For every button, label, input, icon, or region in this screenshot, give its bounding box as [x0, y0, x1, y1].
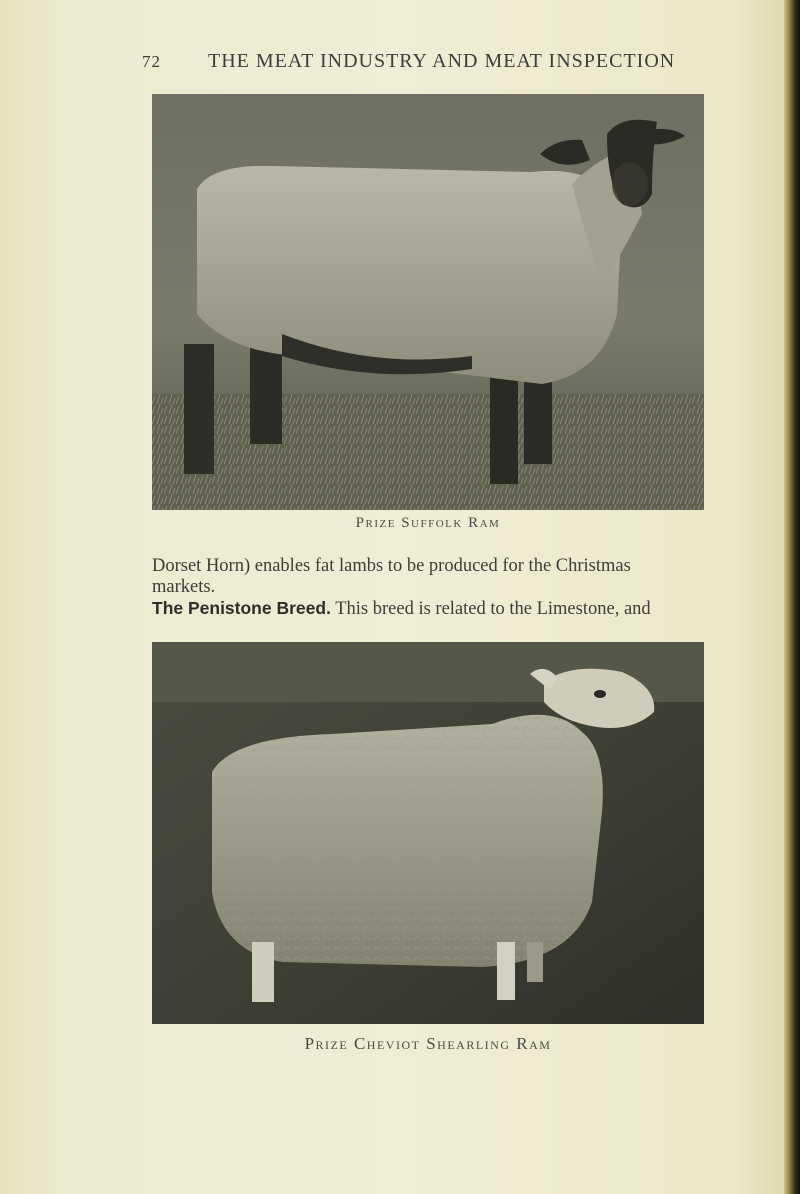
page-header [142, 50, 676, 80]
text-line-rest: This breed is related to the Limestone, and [330, 599, 651, 619]
text-line: markets. [152, 577, 216, 597]
text-line [152, 598, 718, 620]
text-line: Dorset Horn) enables fat lambs to be produced for the Christmas [152, 556, 631, 576]
page-number: 72 [142, 52, 161, 71]
plate-caption-suffolk: Prize Suffolk Ram [355, 515, 501, 531]
suffolk-ram-photo [152, 94, 704, 510]
plate-caption-cheviot: Prize Cheviot Shearling Ram [304, 1034, 552, 1053]
cheviot-ram-photo [152, 642, 704, 1024]
page-edge-shadow [784, 0, 800, 1194]
running-title: THE MEAT INDUSTRY AND MEAT INSPECTION [208, 50, 676, 72]
section-subhead: The Penistone Breed. [152, 598, 331, 618]
body-paragraph [152, 556, 718, 620]
